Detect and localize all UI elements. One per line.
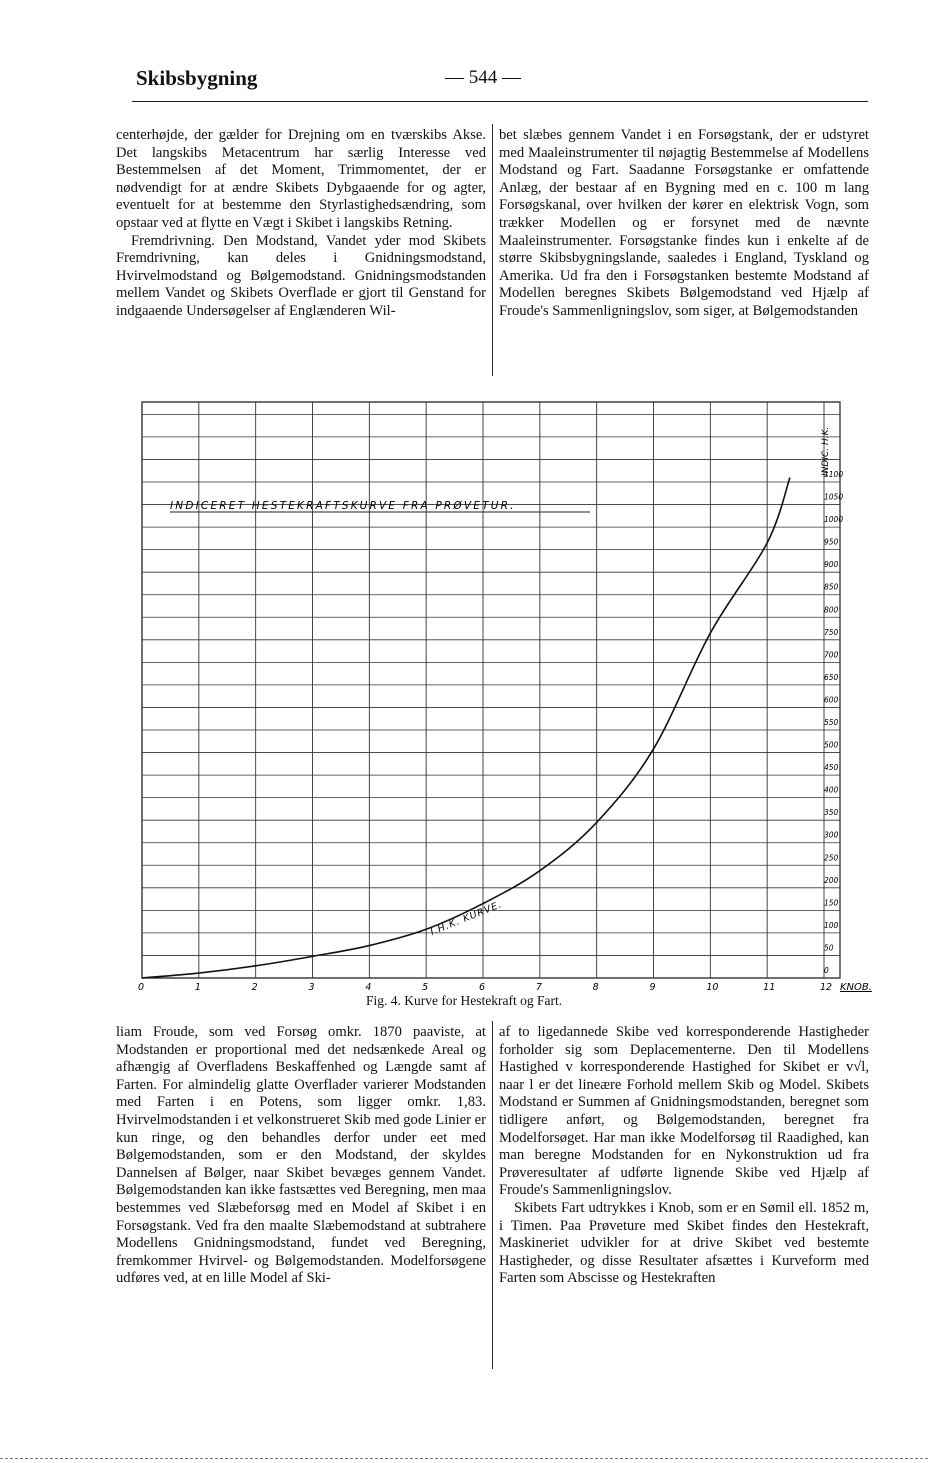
chart-title: INDICERET HESTEKRAFTSKURVE FRA PRØVETUR. — [170, 500, 516, 512]
running-title: Skibsbygning — [136, 66, 258, 90]
column-top-right — [499, 127, 869, 321]
x-tick-labels — [138, 982, 832, 993]
x-tick-label: 10 — [706, 982, 719, 993]
y-tick-label: 750 — [824, 627, 839, 637]
y-tick-label: 1050 — [824, 492, 844, 502]
x-tick-label: 7 — [535, 982, 542, 993]
x-tick-label: 1 — [194, 982, 201, 993]
ihk-curve-line — [142, 477, 790, 978]
x-axis-label: KNOB. — [840, 982, 872, 993]
y-tick-label: 0 — [824, 966, 829, 975]
paragraph: Skibets Fart udtrykkes i Knob, som er en Sømil ell. 1852 m, i Timen. Paa Prøveture med Skibet findes den Hestekraft, Maskineriet udvikler for at drive Skibet ved bestemte Hastigheder, og disse Resultater afsættes i Kurveform med Farten som Abscisse og Hestekraften — [499, 1199, 869, 1287]
x-tick-label: 6 — [479, 982, 486, 993]
paragraph: Fremdrivning. Den Modstand, Vandet yder mod Skibets Fremdrivning, kan deles i Gnidningsmodstand, Hvirvelmodstand og Bølgemodstand. Gnidningsmodstanden mellem Vandet og Skibets Overflade er gjort til Genstand for indgaaende Undersøgelser af Englænderen Wil- — [116, 232, 486, 319]
paragraph: centerhøjde, der gælder for Drejning om en tværskibs Akse. Det langskibs Metacentrum har særlig Interesse ved Bestemmelsen af det Moment, Trimmomentet, der er nødvendigt for at ændre Skibets Dybgaaende for og agter, eventuelt for at bestemme den Styrlastighedsændring, som opstaar ved at flytte en Vægt i Skibet i langskibs Retning. — [116, 127, 486, 231]
column-bottom-left — [116, 1024, 486, 1288]
y-tick-label: 700 — [824, 650, 839, 660]
header-rule — [132, 101, 868, 102]
page-edge-line — [0, 1458, 928, 1459]
x-tick-label: 4 — [365, 982, 372, 993]
figure-caption: Fig. 4. Kurve for Hestekraft og Fart. — [366, 993, 563, 1008]
x-tick-label: 12 — [820, 982, 833, 993]
curve-label: I.H.K. KURVE. — [428, 899, 504, 938]
column-top-left — [116, 127, 486, 321]
y-tick-label: 200 — [824, 875, 839, 885]
horizontal-gridlines — [142, 414, 840, 955]
x-tick-label: 8 — [592, 982, 599, 993]
y-tick-label: 450 — [824, 763, 839, 773]
plot-frame — [142, 402, 840, 978]
x-tick-label: 3 — [308, 982, 315, 993]
x-tick-label: 0 — [138, 982, 145, 993]
y-axis-label: INDIC. H.K. — [821, 426, 831, 476]
y-tick-label: 1000 — [824, 515, 844, 525]
page-number: — 544 — — [445, 67, 521, 88]
y-tick-label: 400 — [824, 785, 839, 795]
x-tick-label: 2 — [251, 982, 258, 993]
y-tick-label: 650 — [824, 672, 839, 682]
y-tick-label: 250 — [824, 853, 839, 863]
vertical-gridlines — [199, 402, 840, 978]
y-tick-label: 100 — [824, 920, 839, 930]
column-bottom-right — [499, 1024, 869, 1288]
x-tick-label: 11 — [763, 982, 776, 993]
y-tick-label: 800 — [824, 605, 839, 615]
column-divider — [492, 1021, 493, 1369]
paragraph: af to ligedannede Skibe ved korresponderende Hastigheder forholder sig som Deplacementerne. Den til Modellens Hastighed v korresponderende Hastighed for Skibet er v√l, naar l er det lineære Forhold mellem Skib og Model. Skibets Modstand er Summen af Gnidningsmodstanden, beregnet som tidligere anført, og Bølgemodstanden, beregnet fra Modelforsøget. Har man ikke Modelforsøg til Raadighed, kan man beregne Modstanden for en Nykonstruktion ud fra Prøveresultater af udførte lignende Skibe ved Hjælp af Froude's Sammenligningslov. — [499, 1024, 869, 1199]
paragraph: liam Froude, som ved Forsøg omkr. 1870 paaviste, at Modstanden er proportional med det nedsænkede Areal og afhængig af Overfladens Beskaffenhed og Længde samt af Farten. For almindelig glatte Overflader varierer Modstanden med Farten i en Potens, som ligger omkr. 1,83. Hvirvelmodstanden i et velkonstrueret Skib med gode Linier er kun ringe, og den behandles derfor under eet med Bølgemodstanden, som er den Modstand, der skyldes Dannelsen af Bølger, naar Skibet bevæges gennem Vandet. Bølgemodstanden kan ikke fastsættes ved Beregning, men maa bestemmes ved Slæbeforsøg med en Model af Skibet i en Forsøgstank. Ved fra den maalte Slæbemodstand at subtrahere Modellens Gnidningsmodstand, fundet ved Beregning, fremkommer Hvirvel- og Bølgemodstanden. Modelforsøgene udføres ved, at en lille Model af Ski- — [116, 1024, 486, 1287]
y-tick-label: 500 — [824, 740, 839, 750]
column-divider — [492, 124, 493, 376]
y-tick-label: 600 — [824, 695, 839, 705]
y-tick-label: 950 — [824, 537, 839, 547]
y-tick-label: 300 — [824, 830, 839, 840]
y-tick-label: 50 — [824, 943, 834, 953]
paragraph: bet slæbes gennem Vandet i en Forsøgstank, der er udstyret med Maaleinstrumenter til nøjagtig Bestemmelse af Modellens Modstand og Fart. Saadanne Forsøgstanke er omfattende Anlæg, der bestaar af en Bygning med en c. 100 m lang Forsøgskanal, over hvilken der kører en elektrisk Vogn, som trækker Modellen og er forsynet med de nævnte Maaleinstrumenter. Forsøgstanke findes kun i enkelte af de større Skibsbygningslande, saaledes i England, Tyskland og Amerika. Ud fra den i Forsøgstanken bestemte Modstand af Modellen beregnes Skibets Bølgemodstand ved Hjælp af Froude's Sammenligningslov, som siger, at Bølgemodstanden — [499, 127, 869, 319]
y-tick-label: 350 — [824, 808, 839, 818]
y-tick-label: 850 — [824, 582, 839, 592]
x-tick-label: 9 — [649, 982, 656, 993]
horsepower-chart — [130, 396, 900, 996]
y-tick-label: 550 — [824, 718, 839, 727]
x-tick-label: 5 — [422, 982, 429, 993]
y-tick-label: 900 — [824, 560, 839, 570]
y-tick-label: 150 — [824, 898, 839, 908]
y-tick-label: 1100 — [824, 470, 844, 479]
